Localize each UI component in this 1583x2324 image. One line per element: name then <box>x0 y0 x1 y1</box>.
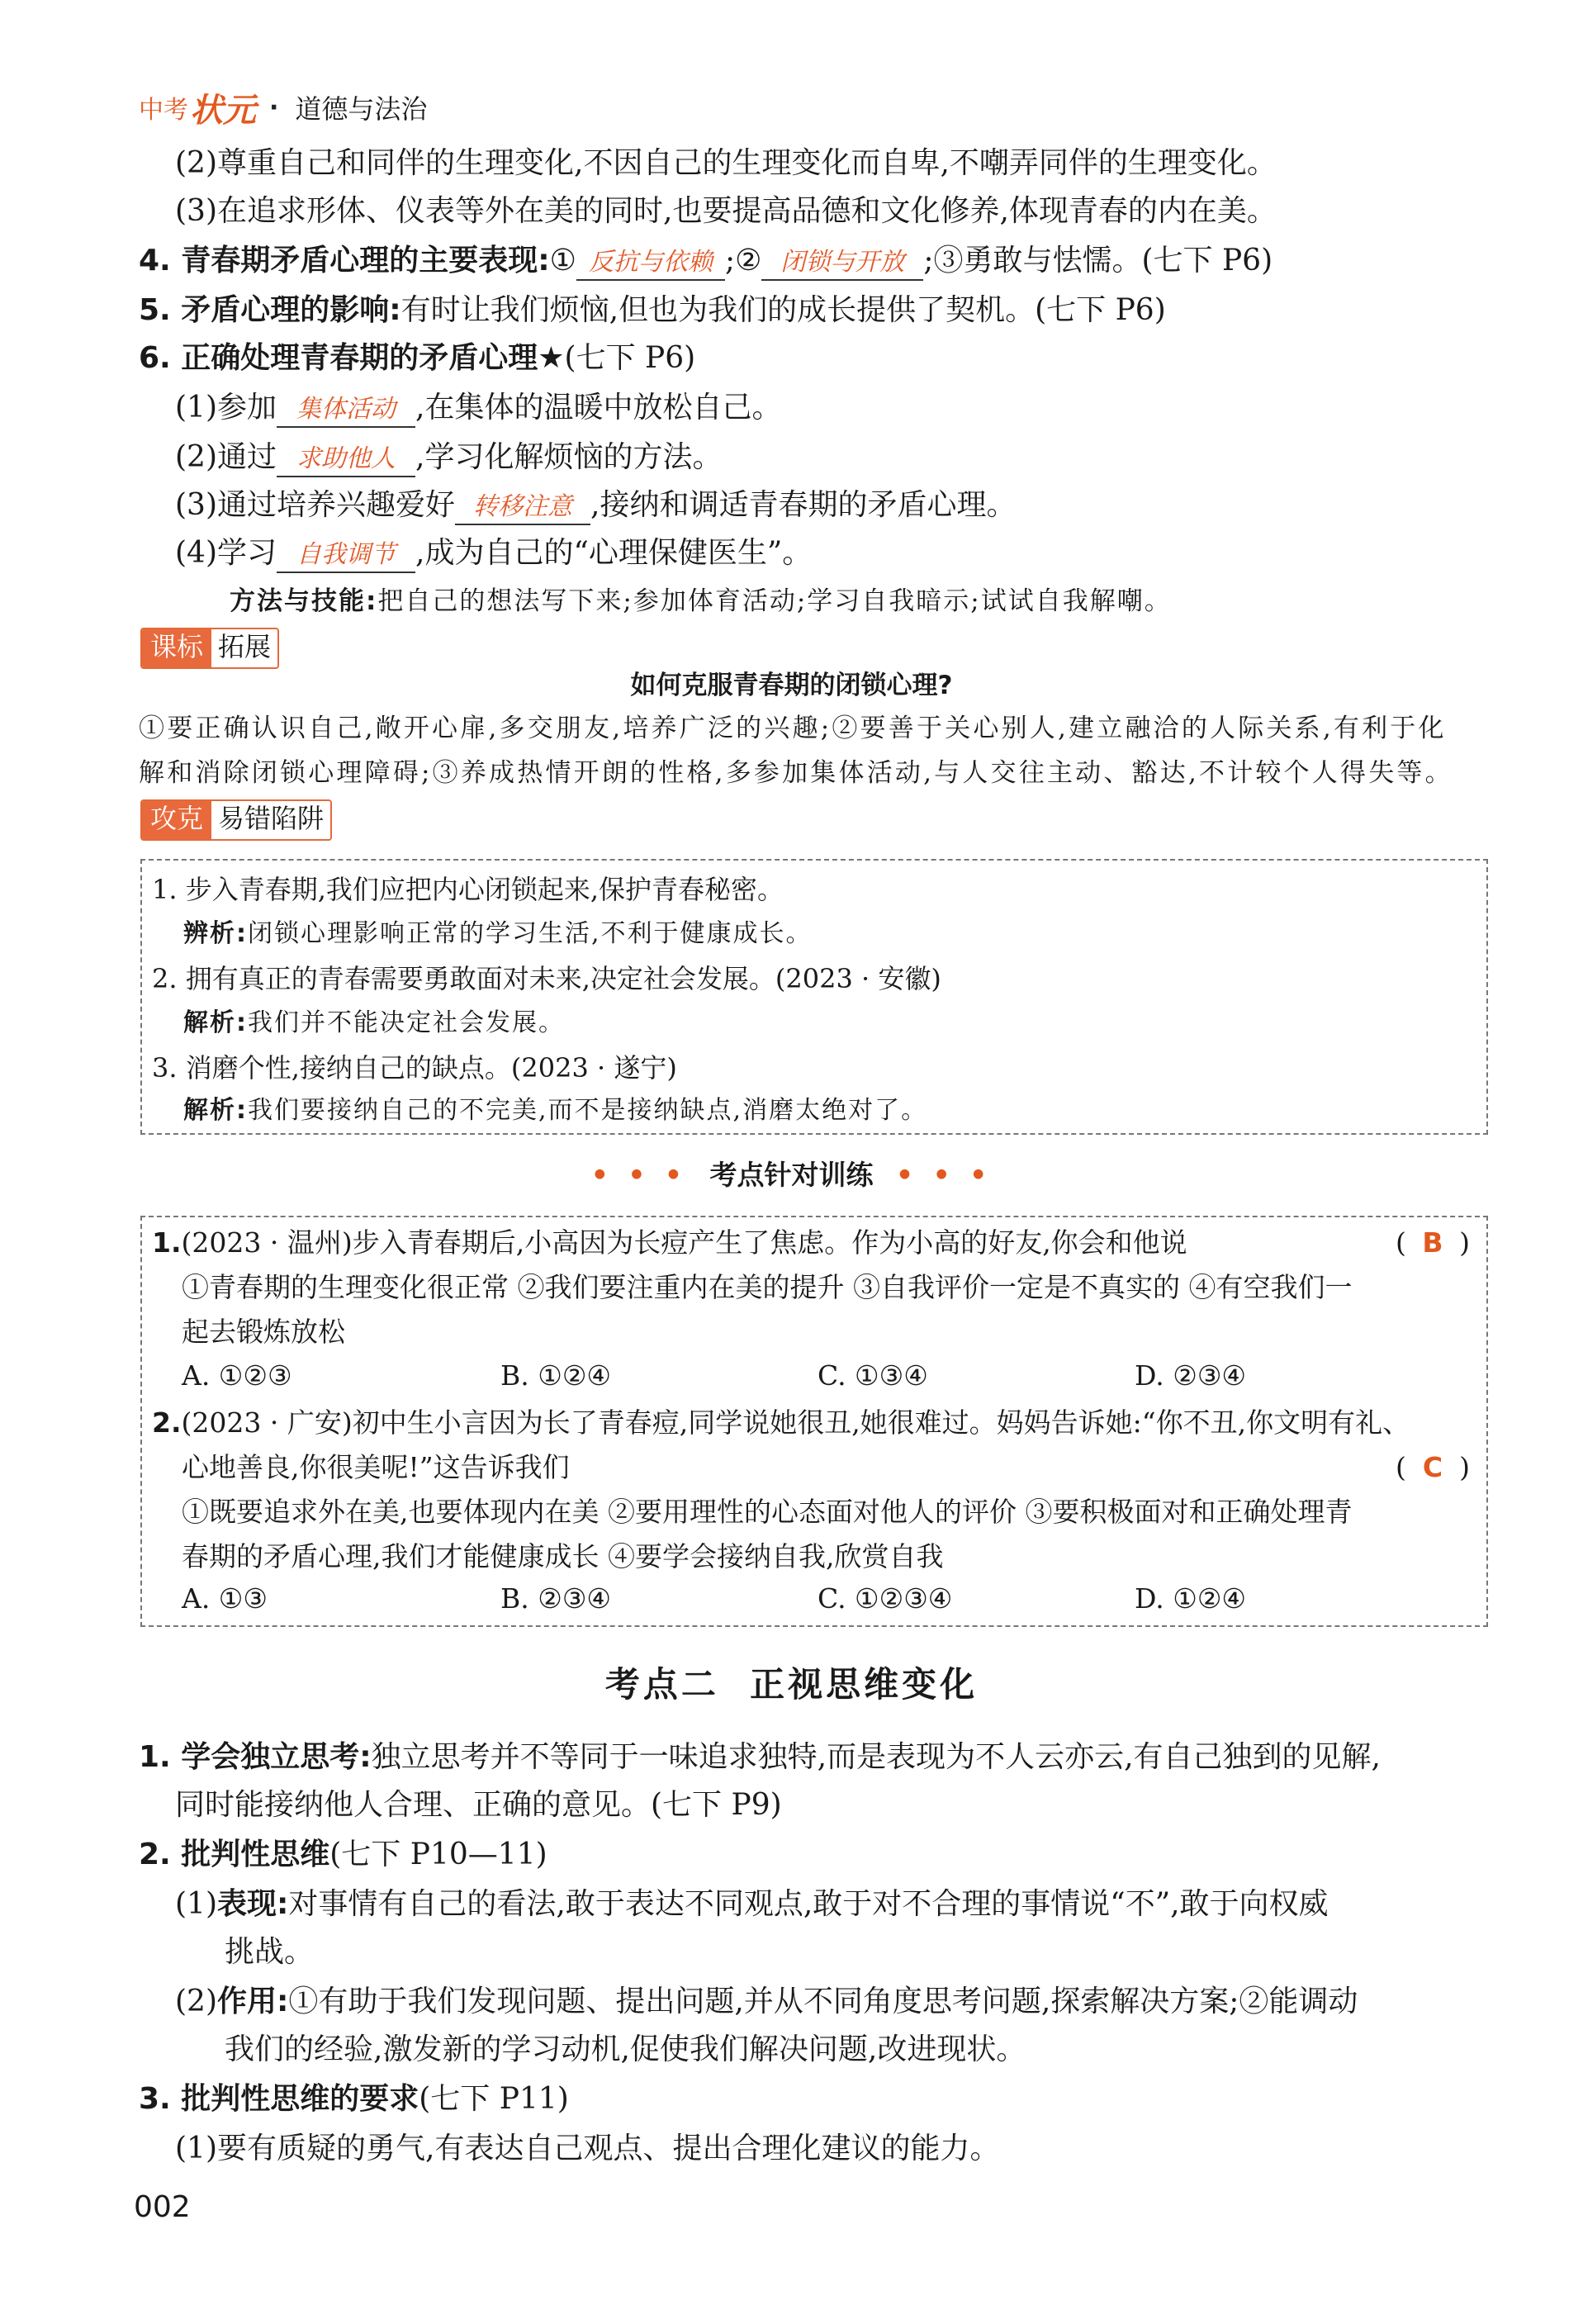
question-1-answer-letter: B <box>1422 1226 1443 1259</box>
blank-seek-help: 求助他人 <box>277 443 415 477</box>
question-2-option-a[interactable]: A. ①③ <box>182 1582 268 1615</box>
question-1-items-1: ①青春期的生理变化很正常 ②我们要注重内在美的提升 ③自我评价一定是不真实的 ④有空我们一 <box>182 1271 1353 1303</box>
expand-title: 如何克服青春期的闭锁心理? <box>630 671 953 700</box>
question-1-option-b[interactable]: B. ①②④ <box>500 1359 611 1392</box>
text-independent-thinking: 独立思考并不等同于一味追求独特,而是表现为不人云亦云,有自己独到的见解, <box>371 1740 1381 1774</box>
text-accept-adjust: ,接纳和调适青春期的矛盾心理。 <box>590 488 1017 522</box>
line-respect-changes: (2)尊重自己和同伴的生理变化,不因自己的生理变化而自卑,不嘲弄同伴的生理变化。 <box>175 146 1277 180</box>
question-2-answer <box>1396 1449 1470 1487</box>
question-1-paren-open: ( <box>1396 1226 1406 1259</box>
question-2-items-1: ①既要追求外在美,也要体现内在美 ②要用理性的心态面对他人的评价 ③要积极面对和正确处理青 <box>182 1496 1353 1528</box>
blank-collective-activity: 集体活动 <box>277 393 415 428</box>
tag-conquer-pitfalls <box>140 799 332 841</box>
ref-p6: (七下 P6) <box>564 341 696 375</box>
tag-pitfalls: 易错陷阱 <box>211 801 330 839</box>
ref-p11: (七下 P11) <box>419 2082 569 2116</box>
line-independent-thinking-2: 同时能接纳他人合理、正确的意见。(七下 P9) <box>175 1788 782 1822</box>
question-2-option-c[interactable]: C. ①②③④ <box>818 1582 953 1615</box>
training-title-row <box>0 1156 1583 1194</box>
line-courage-question: (1)要有质疑的勇气,有表达自己观点、提出合理化建议的能力。 <box>175 2132 1000 2165</box>
pitfall-2: 2. 拥有真正的青春需要勇敢面对未来,决定社会发展。(2023 · 安徽) <box>152 963 941 994</box>
line-methods-skills <box>230 583 1172 619</box>
analysis-text-3: 我们要接纳自己的不完美,而不是接纳缺点,消磨太绝对了。 <box>248 1096 928 1125</box>
question-1-option-c[interactable]: C. ①③④ <box>818 1359 928 1392</box>
line-independent-thinking <box>139 1738 1381 1777</box>
tag-expand: 拓展 <box>211 629 277 667</box>
text-learn: (4)学习 <box>175 536 277 570</box>
heading-independent-thinking: 1. 学会独立思考: <box>139 1740 372 1774</box>
text-join: (1)参加 <box>175 391 277 424</box>
heading-critical-requirements: 3. 批判性思维的要求 <box>139 2082 419 2116</box>
expand-paragraph-2: 解和消除闭锁心理障碍;③养成热情开朗的性格,多参加集体活动,与人交往主动、豁达,不计较个人得失等。 <box>139 758 1453 788</box>
analysis-label-3: 解析: <box>183 1096 248 1125</box>
line-contradiction-forms <box>139 241 1273 281</box>
tag-conquer: 攻克 <box>142 801 211 839</box>
line-tail-courage: ;③勇敢与怯懦。(七下 P6) <box>923 244 1273 277</box>
brand-logo: 状元 <box>190 90 256 130</box>
section-2-title: 考点二 正视思维变化 <box>604 1664 979 1705</box>
blank-shift-attention: 转移注意 <box>455 491 590 525</box>
header-dot: · <box>269 92 279 122</box>
text-mental-doctor: ,成为自己的“心理保健医生”。 <box>415 536 813 570</box>
heading-manifestation: 表现: <box>217 1887 289 1921</box>
heading-function: 作用: <box>217 1985 289 2018</box>
blank-rebel-dependence: 反抗与依赖 <box>576 246 725 281</box>
text-methods-skills: 把自己的想法写下来;参加体育活动;学习自我暗示;试试自我解嘲。 <box>377 586 1172 616</box>
analysis-text-2: 我们并不能决定社会发展。 <box>248 1008 565 1037</box>
question-1-paren-close: ) <box>1459 1226 1470 1259</box>
heading-contradiction-forms: 4. 青春期矛盾心理的主要表现: <box>139 244 550 277</box>
text-function: ①有助于我们发现问题、提出问题,并从不同角度思考问题,探索解决方案;②能调动 <box>288 1985 1358 2018</box>
line-function-2: 我们的经验,激发新的学习动机,促使我们解决问题,改进现状。 <box>225 2032 1026 2066</box>
line-handle-contradiction <box>139 339 695 378</box>
page-header <box>139 88 428 130</box>
question-2-answer-letter: C <box>1422 1451 1443 1483</box>
question-2-option-b[interactable]: B. ②③④ <box>500 1582 611 1615</box>
question-1-answer <box>1396 1224 1470 1262</box>
line-self-regulation <box>175 534 812 573</box>
pitfall-1: 1. 步入青春期,我们应把内心闭锁起来,保护青春秘密。 <box>152 874 784 905</box>
heading-critical-thinking: 2. 批判性思维 <box>139 1838 330 1871</box>
question-1-option-a[interactable]: A. ①②③ <box>182 1359 292 1392</box>
text-hobbies: (3)通过培养兴趣爱好 <box>175 488 455 522</box>
star-icon: ★ <box>538 341 565 375</box>
heading-handle-contradiction: 6. 正确处理青春期的矛盾心理 <box>139 341 538 375</box>
expand-paragraph-1: ①要正确认识自己,敞开心扉,多交朋友,培养广泛的兴趣;②要善于关心别人,建立融洽的人际关系,有利于化 <box>139 714 1447 743</box>
question-1-number: 1. <box>152 1226 182 1259</box>
text-manifestation: 对事情有自己的看法,敢于表达不同观点,敢于对不合理的事情说“不”,敢于向权威 <box>288 1887 1329 1921</box>
text-relax: ,在集体的温暖中放松自己。 <box>415 391 782 424</box>
question-2-number: 2. <box>152 1406 182 1439</box>
brand-prefix: 中考 <box>139 96 188 125</box>
blank-closed-open: 闭锁与开放 <box>761 246 923 281</box>
question-2-stem-1 <box>152 1404 1410 1442</box>
question-2-paren-open: ( <box>1396 1451 1406 1483</box>
text-learn-methods: ,学习化解烦恼的方法。 <box>415 440 723 474</box>
ref-p10-11: (七下 P10—11) <box>329 1838 547 1871</box>
blank-self-regulation: 自我调节 <box>277 538 415 573</box>
question-1-text: (2023 · 温州)步入青春期后,小高因为长痘产生了焦虑。作为小高的好友,你会和他说 <box>181 1226 1187 1259</box>
training-title: 考点针对训练 <box>709 1159 874 1191</box>
line-function <box>175 1982 1358 2022</box>
line-critical-thinking <box>139 1835 547 1875</box>
question-2-paren-close: ) <box>1459 1451 1470 1483</box>
text-contradiction-effect: 有时让我们烦恼,但也为我们的成长提供了契机。(七下 P6) <box>400 293 1166 327</box>
line-shift-attention <box>175 486 1016 525</box>
line-manifestation-2: 挑战。 <box>225 1935 315 1969</box>
subject-title: 道德与法治 <box>295 93 428 125</box>
question-2-text-1: (2023 · 广安)初中生小言因为长了青春痘,同学说她很丑,她很难过。妈妈告诉她:“你不丑,你文明有礼、 <box>181 1406 1410 1439</box>
pitfall-3-analysis <box>183 1092 927 1130</box>
analysis-label-1: 辨析: <box>183 919 248 948</box>
tag-curriculum-expand <box>140 628 279 669</box>
question-2-items-2: 春期的矛盾心理,我们才能健康成长 ④要学会接纳自我,欣赏自我 <box>182 1540 944 1572</box>
analysis-text-1: 闭锁心理影响正常的学习生活,不利于健康成长。 <box>248 919 813 948</box>
question-1-stem <box>152 1224 1187 1262</box>
dots-left: • • • <box>590 1159 687 1191</box>
tag-curriculum: 课标 <box>142 629 211 667</box>
question-2-stem-2: 心地善良,你很美呢!”这告诉我们 <box>182 1451 570 1483</box>
text-through: (2)通过 <box>175 440 277 474</box>
heading-methods-skills: 方法与技能: <box>230 586 378 616</box>
question-1-items-2: 起去锻炼放松 <box>182 1316 345 1348</box>
line-inner-beauty: (3)在追求形体、仪表等外在美的同时,也要提高品德和文化修养,体现青春的内在美。 <box>175 194 1277 228</box>
line-seek-help <box>175 438 722 477</box>
num-1: (1) <box>175 1887 217 1921</box>
heading-contradiction-effect: 5. 矛盾心理的影响: <box>139 293 401 327</box>
line-join-collective <box>175 388 781 428</box>
question-2-option-d[interactable]: D. ①②④ <box>1135 1582 1247 1615</box>
dots-right: • • • <box>896 1159 993 1191</box>
num-2: (2) <box>175 1985 217 2018</box>
line-contradiction-effect <box>139 291 1166 330</box>
pitfall-1-analysis <box>183 915 813 953</box>
pitfall-3: 3. 消磨个性,接纳自己的缺点。(2023 · 遂宁) <box>152 1052 677 1084</box>
line-critical-requirements <box>139 2080 569 2119</box>
question-1-option-d[interactable]: D. ②③④ <box>1135 1359 1247 1392</box>
line-manifestation <box>175 1885 1329 1924</box>
page-number: 002 <box>134 2190 191 2224</box>
circle-2: ;② <box>724 244 762 277</box>
pitfall-2-analysis <box>183 1004 565 1042</box>
circle-1: ① <box>549 244 576 277</box>
analysis-label-2: 解析: <box>183 1008 248 1037</box>
